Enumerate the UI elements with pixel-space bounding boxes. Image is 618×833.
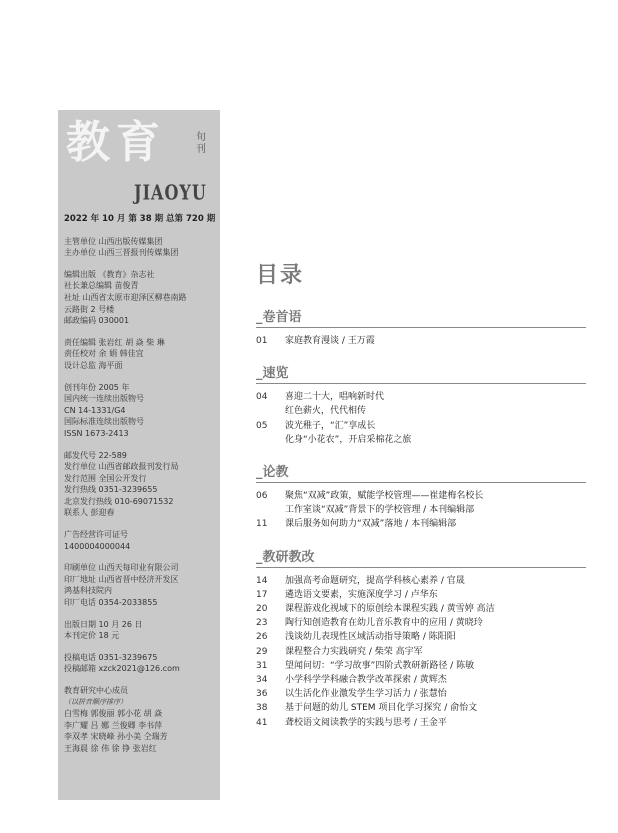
toc-entry xyxy=(256,503,586,517)
info-line: 社址 山西省太原市迎泽区柳巷南路 xyxy=(64,292,187,302)
article-title: 喜迎二十大，唱响新时代 xyxy=(285,392,385,403)
toc-entry xyxy=(256,687,586,701)
page-number: 31 xyxy=(256,660,268,671)
info-group xyxy=(64,450,218,520)
magazine-title: 教育 xyxy=(66,117,166,168)
toc-entry xyxy=(256,419,586,433)
page-number: 04 xyxy=(256,392,268,403)
committee-row: 李广耀 吕 娜 兰俊卿 李书萍 xyxy=(64,720,163,730)
toc-entry xyxy=(256,630,586,644)
section-title: _速览 xyxy=(256,366,289,382)
info-line: 发行热线 0351-3239655 xyxy=(64,485,158,495)
committee-row: 王海晨 徐 伟 徐 铮 张岩红 xyxy=(64,743,157,753)
page-number: 20 xyxy=(256,604,268,615)
info-line: 创刊年份 2005 年 xyxy=(64,382,130,392)
page-number: 23 xyxy=(256,618,268,629)
info-group xyxy=(64,337,218,372)
toc-entry xyxy=(256,645,586,659)
toc-section xyxy=(256,546,586,730)
page-number xyxy=(256,433,285,447)
article-title: 化身“小花农”，开启采棉花之旅 xyxy=(285,434,412,445)
toc-entry xyxy=(256,489,586,503)
info-line: 鸿基科技院内 xyxy=(64,586,112,596)
info-line: 投稿邮箱 xzck2021@126.com xyxy=(64,664,180,674)
info-line: 设计总监 海平面 xyxy=(64,360,123,370)
page-number xyxy=(256,404,285,418)
info-line: 国际标准连续出版物号 xyxy=(64,417,144,427)
toc-entry xyxy=(256,574,586,588)
article-title: 遴选语文要素，实施深度学习 / 卢华东 xyxy=(285,589,438,600)
page-number xyxy=(256,503,285,517)
article-title: 课程整合力实践研究 / 柴荣 高宇军 xyxy=(285,646,423,657)
article-title: 基于问题的幼儿 STEM 项目化学习探究 / 俞怡文 xyxy=(285,703,478,714)
committee-note: （以拼音顺序排序） xyxy=(64,697,127,706)
magazine-latin-title: JIAOYU xyxy=(134,180,207,205)
toc-entry xyxy=(256,616,586,630)
toc-entry xyxy=(256,673,586,687)
page-number: 14 xyxy=(256,575,268,586)
publication-info xyxy=(64,214,218,765)
committee-rows xyxy=(64,708,218,754)
committee xyxy=(64,685,218,755)
page-number: 36 xyxy=(256,689,268,700)
toc-section xyxy=(256,306,586,348)
section-rule xyxy=(256,327,586,328)
info-line: 责任校对 余 娟 韩佳宜 xyxy=(64,349,144,359)
info-line: ISSN 1673-2413 xyxy=(64,428,129,438)
section-rule xyxy=(256,482,586,483)
page-number: 38 xyxy=(256,703,268,714)
article-title: 家庭教育漫谈 / 王万霞 xyxy=(285,336,375,346)
toc-section xyxy=(256,461,586,532)
toc-heading: 目录 xyxy=(256,263,305,288)
page-number: 26 xyxy=(256,632,268,643)
toc-entry xyxy=(256,334,586,348)
toc-sections xyxy=(256,306,586,730)
info-line: 国内统一连续出版物号 xyxy=(64,394,144,404)
info-line: 社长兼总编辑 苗俊青 xyxy=(64,281,139,291)
article-title: 望闻问切：“学习故事”四阶式教研新路径 / 陈敏 xyxy=(285,660,475,671)
info-line: 发行单位 山西省邮政报刊发行局 xyxy=(64,462,179,472)
info-group xyxy=(64,619,218,642)
section-rule xyxy=(256,567,586,568)
article-title: 课后服务如何助力“双减”落地 / 本刊编辑部 xyxy=(285,519,457,530)
toc-entry xyxy=(256,701,586,715)
page-number: 29 xyxy=(256,646,268,657)
page-number: 05 xyxy=(256,420,268,431)
page-number: 34 xyxy=(256,675,268,686)
info-line: 编辑出版 《教育》杂志社 xyxy=(64,269,155,279)
toc-section xyxy=(256,362,586,447)
info-line: 邮发代号 22-589 xyxy=(64,450,127,460)
article-title: 加强高考命题研究，提高学科核心素养 / 官晟 xyxy=(285,575,465,586)
article-title: 聚焦“双减”政策，赋能学校管理——崔建梅名校长 xyxy=(285,491,484,502)
info-line: 印厂电话 0354-2033855 xyxy=(64,598,158,608)
section-title: _教研教改 xyxy=(256,549,315,565)
info-group xyxy=(64,269,218,327)
info-sidebar xyxy=(58,110,220,800)
magazine-frequency: 旬刊 xyxy=(196,132,206,155)
section-title: _卷首语 xyxy=(256,310,302,325)
committee-title: 教育研究中心成员 xyxy=(64,686,128,695)
section-title: _论教 xyxy=(256,465,289,481)
toc-entry xyxy=(256,716,586,730)
info-groups xyxy=(64,236,218,675)
info-line: 本刊定价 18 元 xyxy=(64,631,120,641)
info-group xyxy=(64,236,218,259)
toc-entry xyxy=(256,659,586,673)
article-title: 聋校语文阅读教学的实践与思考 / 王金平 xyxy=(285,717,447,728)
committee-row: 白雪梅 郭俊丽 郭小花 胡 焱 xyxy=(64,709,163,719)
article-title: 红色薪火，代代相传 xyxy=(285,406,367,417)
masthead xyxy=(58,110,220,210)
article-title: 陶行知创造教育在幼儿音乐教育中的应用 / 黄晓玲 xyxy=(285,618,483,629)
info-line: 北京发行热线 010-69071532 xyxy=(64,496,174,506)
page-number: 11 xyxy=(256,519,268,530)
page-number: 17 xyxy=(256,589,268,600)
info-line: 主管单位 山西出版传媒集团 xyxy=(64,236,163,246)
info-group xyxy=(64,529,218,552)
article-title: 波光稚子，“汇”享成长 xyxy=(285,420,376,431)
issue-line: 2022 年 10 月 第 38 期 总第 720 期 xyxy=(64,214,216,224)
article-title: 工作室谈“双减”背景下的学校管理 / 本刊编辑部 xyxy=(285,505,475,516)
info-line: 投稿电话 0351-3239675 xyxy=(64,652,158,662)
section-rule xyxy=(256,383,586,384)
toc-entry xyxy=(256,433,586,447)
info-group xyxy=(64,652,218,675)
toc-entry xyxy=(256,588,586,602)
info-line: 出版日期 10 月 26 日 xyxy=(64,619,143,629)
committee-row: 李双孝 宋晓峰 孙小美 仝瑞芳 xyxy=(64,732,168,742)
info-line: 责任编辑 张岩红 胡 焱 柴 琳 xyxy=(64,337,165,347)
page-number: 41 xyxy=(256,717,268,728)
table-of-contents xyxy=(256,258,586,730)
page-number: 06 xyxy=(256,491,268,502)
toc-entry xyxy=(256,517,586,531)
info-line: 印厂地址 山西省晋中经济开发区 xyxy=(64,574,179,584)
info-line: CN 14-1331/G4 xyxy=(64,405,126,415)
info-line: 邮政编码 030001 xyxy=(64,316,130,326)
info-group xyxy=(64,382,218,440)
info-line: 主办单位 山西三晋报刊传媒集团 xyxy=(64,248,179,258)
toc-entry xyxy=(256,602,586,616)
article-title: 小学科学学科融合教学改革探索 / 黄辉杰 xyxy=(285,675,447,686)
toc-entry xyxy=(256,404,586,418)
info-line: 联系人 彭迎春 xyxy=(64,508,115,518)
info-group xyxy=(64,562,218,608)
info-line: 发行范围 全国公开发行 xyxy=(64,473,147,483)
article-title: 浅谈幼儿表现性区域活动指导策略 / 陈阳阳 xyxy=(285,632,456,643)
info-line: 广告经营许可证号 xyxy=(64,530,128,540)
article-title: 以生活化作业激发学生学习活力 / 张慧怡 xyxy=(285,689,447,700)
article-title: 课程游戏化视域下的原创绘本课程实践 / 黄雪婷 高洁 xyxy=(285,604,495,615)
toc-entry xyxy=(256,390,586,404)
info-line: 云路街 2 号楼 xyxy=(64,304,115,314)
page-number: 01 xyxy=(256,336,268,346)
info-line: 印刷单位 山西天每印业有限公司 xyxy=(64,563,179,573)
info-line: 1400004000044 xyxy=(64,541,131,551)
